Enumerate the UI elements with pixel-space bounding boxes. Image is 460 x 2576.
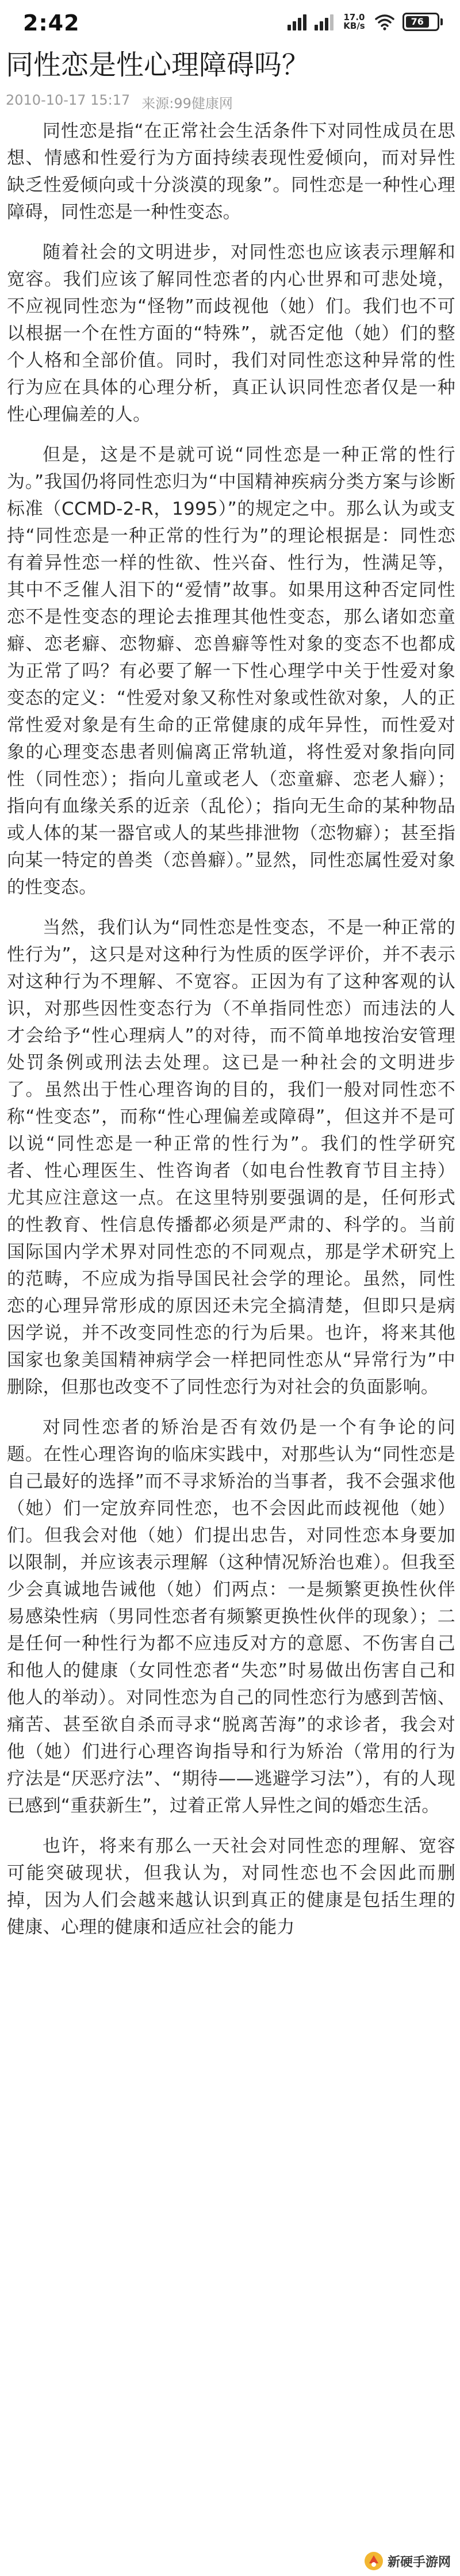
status-icons [288, 13, 443, 31]
watermark-text: 新硬手游网 [388, 2555, 451, 2570]
signal-icon [288, 13, 306, 30]
signal-icon-secondary [315, 13, 334, 30]
article-meta [6, 92, 233, 112]
article-date: 2010-10-17 15:17 [6, 92, 131, 108]
article-body [7, 118, 455, 1954]
status-bar [0, 0, 460, 49]
watermark-logo-icon [363, 2551, 384, 2571]
paragraph-5: 对同性恋者的矫治是否有效仍是一个有争论的问题。在性心理咨询的临床实践中，对那些认为“同性恋是自己最好的选择”而不寻求矫治的当事者，我不会强求他（她）们一定放弃同性恋，也不会因此而歧视他（她）们。但我会对他（她）们提出忠告，对同性恋本身要加以限制，并应该表示理解（这种情况矫治也难）。但我至少会真诚地告诫他（她）们两点：一是频繁更换性伙伴易感染性病（男同性恋者有频繁更换性伙伴的现象）；二是任何一种性行为都不应违反对方的意愿、不伤害自己和他人的健康（女同性恋者“失恋”时易做出伤害自己和他人的举动）。对同性恋为自己的同性恋行为感到苦恼、痛苦、甚至欲自杀而寻求“脱离苦海”的求诊者，我会对他（她）们进行心理咨询指导和行为矫治（常用的行为疗法是“厌恶疗法”、“期待——逃避学习法”），有的人现已感到“重获新生”，过着正常人异性之间的婚恋生活。 [7, 1417, 455, 1816]
paragraph-1: 同性恋是指“在正常社会生活条件下对同性成员在思想、情感和性爱行为方面持续表现性爱倾向，而对异性缺乏性爱倾向或十分淡漠的现象”。同性恋是一种性心理障碍，同性恋是一种性变态。 [7, 121, 455, 223]
article-title: 同性恋是性心理障碍吗？ [6, 49, 310, 81]
status-time: 2:42 [23, 10, 80, 36]
wifi-icon [375, 13, 394, 30]
article-source: 来源:99健康网 [141, 95, 233, 112]
paragraph-3: 但是，这是不是就可说“同性恋是一种正常的性行为。”我国仍将同性恋归为“中国精神疾病分类方案与诊断标准（CCMD-2-R，1995）”的规定之中。那么认为或支持“同性恋是一种正常的性行为”的理论根据是：同性恋有着异性恋一样的性欲、性兴奋、性行为，性满足等，其中不乏催人泪下的“爱情”故事。如果用这种否定同性恋不是性变态的理论去推理其他性变态，那么诸如恋童癖、恋老癖、恋物癖、恋兽癖等性对象的变态不也都成为正常了吗？有必要了解一下性心理学中关于性爱对象变态的定义：“性爱对象又称性对象或性欲对象，人的正常性爱对象是有生命的正常健康的成年异性，而性爱对象的心理变态患者则偏离正常轨道，将性爱对象指向同性（同性恋）；指向儿童或老人（恋童癖、恋老人癖）；指向有血缘关系的近亲（乱伦）；指向无生命的某种物品或人体的某一器官或人的某些排泄物（恋物癖）；甚至指向某一特定的兽类（恋兽癖）。”显然，同性恋属性爱对象的性变态。 [7, 445, 455, 898]
battery-icon [402, 13, 443, 31]
battery-level: 76 [406, 16, 429, 28]
network-speed: 17.0 KB/s [343, 12, 365, 31]
watermark [363, 2548, 455, 2574]
paragraph-2: 随着社会的文明进步，对同性恋也应该表示理解和宽容。我们应该了解同性恋者的内心世界和可悲处境，不应视同性恋为“怪物”而歧视他（她）们。我们也不可以根据一个在性方面的“特殊”，就否定他（她）们的整个人格和全部价值。同时，我们对同性恋这种异常的性行为应在具体的心理分析，真正认识同性恋者仅是一种性心理偏差的人。 [7, 242, 455, 425]
paragraph-4: 当然，我们认为“同性恋是性变态，不是一种正常的性行为”，这只是对这种行为性质的医学评价，并不表示对这种行为不理解、不宽容。正因为有了这种客观的认识，对那些因性变态行为（不单指同性恋）而违法的人才会给予“性心理病人”的对待，而不简单地按治安管理处罚条例或刑法去处理。这已是一种社会的文明进步了。虽然出于性心理咨询的目的，我们一般对同性恋不称“性变态”，而称“性心理偏差或障碍”，但这并不是可以说“同性恋是一种正常的性行为”。我们的性学研究者、性心理医生、性咨询者（如电台性教育节目主持）尤其应注意这一点。在这里特别要强调的是，任何形式的性教育、性信息传播都必须是严肃的、科学的。当前国际国内学术界对同性恋的不同观点，那是学术研究上的范畴，不应成为指导国民社会学的理论。虽然，同性恋的心理异常形成的原因还未完全搞清楚，但即只是病因学说，并不改变同性恋的行为后果。也许，将来其他国家也象美国精神病学会一样把同性恋从“异常行为”中删除，但那也改变不了同性恋行为对社会的负面影响。 [7, 917, 455, 1398]
paragraph-6: 也许，将来有那么一天社会对同性恋的理解、宽容可能突破现状，但我认为，对同性恋也不会因此而删掉，因为人们会越来越认识到真正的健康是包括生理的健康、心理的健康和适应社会的能力 [7, 1836, 455, 1938]
